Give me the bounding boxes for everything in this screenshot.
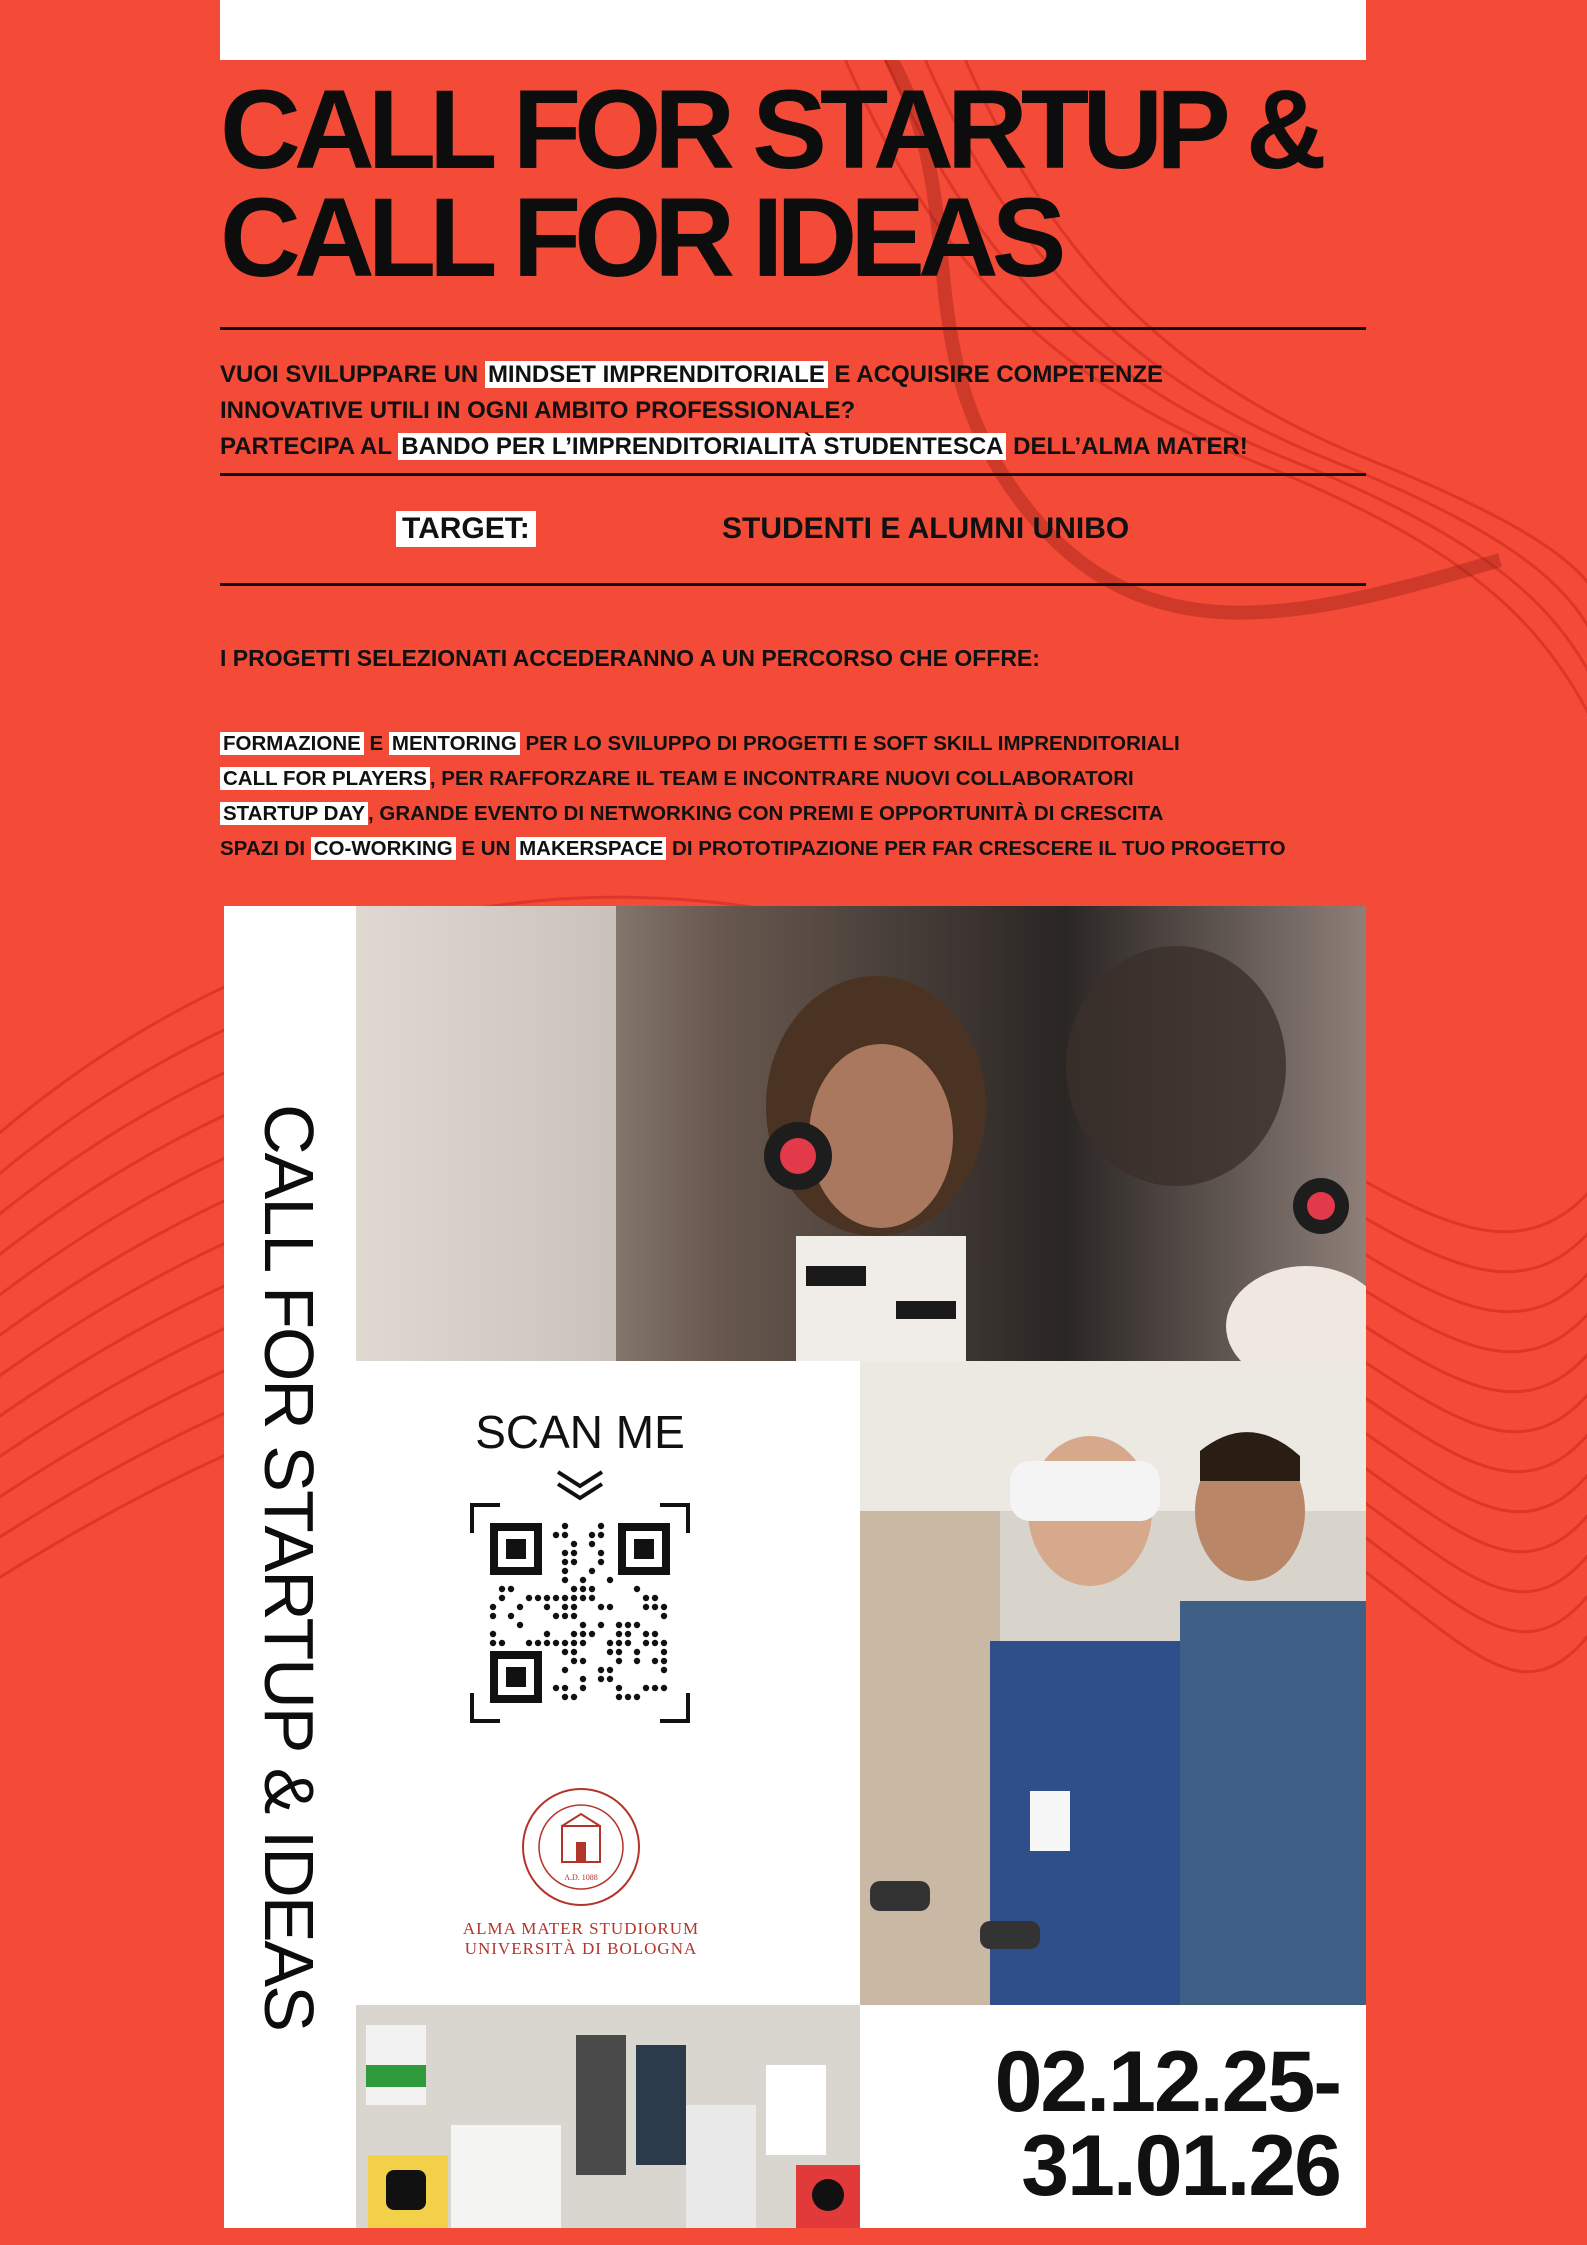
qr-module (544, 1631, 550, 1637)
qr-module (589, 1568, 595, 1574)
chevron-down-icon (552, 1468, 608, 1504)
svg-text:A.D. 1088: A.D. 1088 (564, 1873, 598, 1882)
qr-module (571, 1649, 577, 1655)
qr-module (607, 1604, 613, 1610)
qr-module (661, 1640, 667, 1646)
qr-module (544, 1640, 550, 1646)
intro-line3-pre: PARTECIPA AL (220, 433, 399, 460)
vertical-title-wrap (224, 906, 354, 2228)
photo-headphones (356, 906, 1366, 1361)
intro-line1-pre: VUOI SVILUPPARE UN (220, 361, 485, 388)
scan-me-label: SCAN ME (475, 1406, 685, 1458)
qr-module (571, 1586, 577, 1592)
qr-module (580, 1685, 586, 1691)
qr-module (562, 1613, 568, 1619)
qr-module (589, 1586, 595, 1592)
qr-module (562, 1667, 568, 1673)
qr-module (598, 1559, 604, 1565)
page-title (220, 67, 1380, 300)
qr-module (553, 1532, 559, 1538)
target-label: TARGET: (396, 511, 536, 547)
date-end: 31.01.26 (1021, 2118, 1340, 2214)
qr-module (616, 1685, 622, 1691)
offer-text: , PER RAFFORZARE IL TEAM E INCONTRARE NUOVI COLLABORATORI (429, 767, 1134, 790)
qr-module (598, 1532, 604, 1538)
qr-module (652, 1631, 658, 1637)
qr-module (652, 1604, 658, 1610)
offer-highlight: FORMAZIONE (220, 732, 364, 755)
qr-module (553, 1595, 559, 1601)
photo-startup-day (356, 2005, 860, 2228)
target-value: STUDENTI E ALUMNI UNIBO (722, 512, 1130, 545)
qr-module (634, 1649, 640, 1655)
qr-module (571, 1541, 577, 1547)
qr-module (508, 1613, 514, 1619)
qr-module (643, 1595, 649, 1601)
qr-module (571, 1694, 577, 1700)
qr-module (562, 1694, 568, 1700)
qr-module (661, 1685, 667, 1691)
title-line-1: CALL FOR STARTUP & (220, 67, 1320, 192)
qr-module (661, 1604, 667, 1610)
qr-module (571, 1604, 577, 1610)
qr-module (643, 1631, 649, 1637)
qr-module (634, 1658, 640, 1664)
offer-text: E UN (455, 837, 517, 860)
qr-module (562, 1559, 568, 1565)
photo-vr-headset (860, 1361, 1366, 2005)
university-name (450, 1919, 712, 1959)
qr-module (571, 1640, 577, 1646)
intro-line3-post: DELL’ALMA MATER! (1006, 433, 1248, 460)
qr-module (580, 1631, 586, 1637)
qr-module (580, 1577, 586, 1583)
offer-text: SPAZI DI (220, 837, 311, 860)
qr-module (634, 1694, 640, 1700)
qr-module (580, 1676, 586, 1682)
qr-module (598, 1523, 604, 1529)
qr-module (598, 1604, 604, 1610)
qr-module (571, 1613, 577, 1619)
qr-module (562, 1595, 568, 1601)
qr-module (589, 1532, 595, 1538)
qr-module (616, 1622, 622, 1628)
qr-module (553, 1613, 559, 1619)
qr-module (616, 1694, 622, 1700)
qr-module (535, 1595, 541, 1601)
offer-highlight: STARTUP DAY (220, 802, 368, 825)
offer-item (220, 726, 1380, 761)
qr-module (661, 1649, 667, 1655)
qr-module (562, 1532, 568, 1538)
university-seal-icon (520, 1786, 642, 1908)
qr-module (607, 1667, 613, 1673)
qr-module (634, 1622, 640, 1628)
qr-module (652, 1640, 658, 1646)
qr-module (535, 1640, 541, 1646)
qr-module (580, 1658, 586, 1664)
qr-module (598, 1676, 604, 1682)
offer-text: , GRANDE EVENTO DI NETWORKING CON PREMI E OPPORTUNITÀ DI CRESCITA (368, 802, 1164, 825)
divider-2 (220, 473, 1366, 476)
qr-module (580, 1622, 586, 1628)
qr-module (490, 1640, 496, 1646)
qr-module (625, 1631, 631, 1637)
event-dates (960, 2034, 1340, 2214)
qr-module (499, 1595, 505, 1601)
qr-module (571, 1550, 577, 1556)
qr-module (634, 1586, 640, 1592)
qr-module (589, 1631, 595, 1637)
intro-line2: INNOVATIVE UTILI IN OGNI AMBITO PROFESSIONALE? (220, 397, 856, 424)
offer-highlight: CALL FOR PLAYERS (220, 767, 430, 790)
offers-list (220, 726, 1380, 866)
qr-module (526, 1595, 532, 1601)
qr-module (580, 1640, 586, 1646)
offer-item (220, 761, 1380, 796)
offer-text: PER LO SVILUPPO DI PROGETTI E SOFT SKILL IMPRENDITORIALI (519, 732, 1180, 755)
university-name-line2: UNIVERSITÀ DI BOLOGNA (464, 1939, 698, 1958)
offer-highlight: MENTORING (389, 732, 520, 755)
offer-text: DI PROTOTIPAZIONE PER FAR CRESCERE IL TUO PROGETTO (666, 837, 1286, 860)
divider-1 (220, 327, 1366, 330)
qr-module (607, 1577, 613, 1583)
qr-module (616, 1658, 622, 1664)
qr-module (625, 1694, 631, 1700)
qr-module (544, 1595, 550, 1601)
qr-module (490, 1613, 496, 1619)
qr-module (643, 1640, 649, 1646)
intro-highlight-bando: BANDO PER L’IMPRENDITORIALITÀ STUDENTESCA (398, 433, 1006, 460)
qr-module (562, 1649, 568, 1655)
offer-text: E (363, 732, 389, 755)
qr-module (571, 1559, 577, 1565)
qr-module (499, 1640, 505, 1646)
qr-module (562, 1523, 568, 1529)
offer-item (220, 831, 1380, 866)
university-name-line1: ALMA MATER STUDIORUM (462, 1919, 700, 1938)
qr-module (553, 1640, 559, 1646)
qr-module (562, 1568, 568, 1574)
qr-module (526, 1640, 532, 1646)
qr-module (499, 1586, 505, 1592)
qr-module (562, 1550, 568, 1556)
qr-module (643, 1604, 649, 1610)
qr-module (589, 1595, 595, 1601)
offers-intro: I PROGETTI SELEZIONATI ACCEDERANNO A UN PERCORSO CHE OFFRE: (220, 645, 1040, 671)
qr-module (607, 1640, 613, 1646)
qr-module (598, 1667, 604, 1673)
title-line-2: CALL FOR IDEAS (220, 175, 1060, 300)
intro-text (220, 357, 1366, 465)
qr-module (508, 1586, 514, 1592)
qr-module (643, 1685, 649, 1691)
qr-module (490, 1604, 496, 1610)
qr-module (598, 1622, 604, 1628)
qr-module (562, 1640, 568, 1646)
date-start: 02.12.25- (994, 2034, 1340, 2130)
qr-module (652, 1685, 658, 1691)
qr-module (661, 1613, 667, 1619)
offer-highlight: MAKERSPACE (516, 837, 666, 860)
qr-module (580, 1595, 586, 1601)
qr-module (661, 1658, 667, 1664)
qr-module (517, 1604, 523, 1610)
qr-module (625, 1640, 631, 1646)
intro-line1-post: E ACQUISIRE COMPETENZE (827, 361, 1163, 388)
qr-module (625, 1622, 631, 1628)
qr-module (616, 1640, 622, 1646)
qr-module (571, 1595, 577, 1601)
qr-module (652, 1658, 658, 1664)
qr-module (571, 1658, 577, 1664)
qr-module (607, 1649, 613, 1655)
vertical-title: CALL FOR STARTUP & IDEAS (250, 1104, 328, 2030)
intro-highlight-mindset: MINDSET IMPRENDITORIALE (485, 361, 828, 388)
qr-module (652, 1595, 658, 1601)
divider-3 (220, 583, 1366, 586)
qr-module (490, 1631, 496, 1637)
qr-module (553, 1685, 559, 1691)
qr-module (571, 1631, 577, 1637)
offer-highlight: CO-WORKING (311, 837, 456, 860)
qr-module (544, 1604, 550, 1610)
qr-module (607, 1676, 613, 1682)
qr-module (580, 1586, 586, 1592)
qr-module (562, 1604, 568, 1610)
qr-code-icon[interactable] (470, 1503, 690, 1723)
qr-module (517, 1622, 523, 1628)
qr-module (562, 1577, 568, 1583)
top-white-bar (220, 0, 1366, 60)
qr-module (661, 1667, 667, 1673)
qr-module (598, 1550, 604, 1556)
qr-module (589, 1541, 595, 1547)
qr-module (616, 1631, 622, 1637)
offer-item (220, 796, 1380, 831)
qr-module (616, 1649, 622, 1655)
qr-module (562, 1685, 568, 1691)
